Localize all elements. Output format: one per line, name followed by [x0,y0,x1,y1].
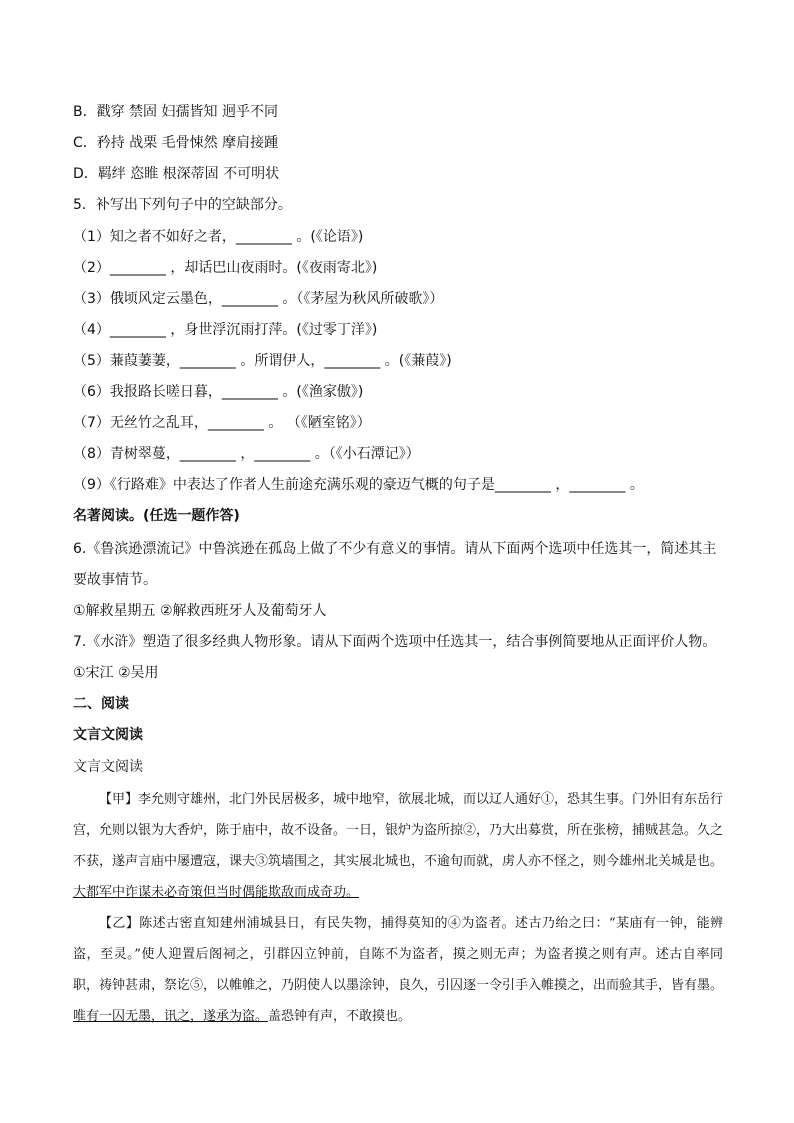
passage-yi-underlined: 唯有一囚无墨，讯之，遂承为盗。 [73,1009,269,1024]
question-7-options: ①宋江 ②吴用 [73,665,159,681]
q5-item-5: （5）蒹葭萋萋，________ 。所谓伊人，________ 。(《蒹葭》) [73,353,452,369]
passage-yi-tail: 盖恐钟有声，不敢摸也。 [268,1009,412,1024]
classics-heading: 名著阅读。(任选一题作答) [73,508,240,524]
q5-item-4: （4）________ ，身世浮沉雨打萍。(《过零丁洋》) [73,322,378,338]
passage-yi [73,908,723,1032]
section-heading-reading: 二、阅读 [73,696,129,712]
question-6-options: ①解救星期五 ②解救西班牙人及葡萄牙人 [73,603,327,619]
passage-jia [73,784,723,908]
passage-jia-underlined: 大都军中诈谋未必奇策但当时偶能欺敌而成奇功。 [73,885,360,900]
option-d: D．羁绊 恣睢 根深蒂固 不可明状 [73,166,280,182]
q5-item-3: （3）俄顷风定云墨色，________ 。（《茅屋为秋风所破歌》） [73,291,444,307]
passage-yi-text: 【乙】陈述古密直知建州浦城县日，有民失物，捕得莫知的④为盗者。述古乃绐之曰：“某庙有一钟，能辨盗，至灵。”使人迎置后阁祠之，引群囚立钟前，自陈不为盗者，摸之则无声；为盗者摸之则有声。述古自率同职，祷钟甚肃，祭讫⑤，以帷帷之，乃阴使人以墨涂钟，良久，引囚逐一令引手入帷摸之，出而验其手，皆有墨。 [73,916,724,993]
classical-reading-subheading: 文言文阅读 [73,727,143,743]
q5-item-9: （9）《行路难》中表达了作者人生前途充满乐观的豪迈气概的句子是________ ，________ 。 [73,477,644,493]
q5-item-6: （6）我报路长嗟日暮，________ 。(《渔家傲》) [73,384,364,400]
q5-item-2: （2）________ ，却话巴山夜雨时。(《夜雨寄北》) [73,260,378,276]
question-6-line-2: 要故事情节。 [73,572,157,588]
q5-item-8: （8）青树翠蔓，________ ，________ 。（《小石潭记》） [73,446,420,462]
question-6-line-1: 6.《鲁滨逊漂流记》中鲁滨逊在孤岛上做了不少有意义的事情。请从下面两个选项中任选其一，简述其主 [73,541,717,557]
passage-jia-text: 【甲】李允则守雄州，北门外民居极多，城中地窄，欲展北城，而以辽人通好①，恐其生事。门外旧有东岳行宫，允则以银为大香炉，陈于庙中，故不设备。一日，银炉为盗所掠②，乃大出募赏，所在张榜，捕贼甚急。久之不获，遂声言庙中屡遭寇，课夫③筑墙围之，其实展北城也，不逾旬而就，虏人亦不怪之，则今雄州北关城是也。 [73,792,724,869]
option-c: C．矜持 战栗 毛骨悚然 摩肩接踵 [73,135,279,151]
classical-reading-label: 文言文阅读 [73,759,143,775]
question-5-title: 5．补写出下列句子中的空缺部分。 [73,197,292,213]
option-b: B．戳穿 禁固 妇孺皆知 迥乎不同 [73,104,278,120]
question-7-line-1: 7.《水浒》塑造了很多经典人物形象。请从下面两个选项中任选其一，结合事例简要地从正面评价人物。 [73,634,717,650]
q5-item-7: （7）无丝竹之乱耳，________ 。 （《陋室铭》） [73,415,371,431]
q5-item-1: （1）知之者不如好之者，________ 。(《论语》) [73,229,364,245]
